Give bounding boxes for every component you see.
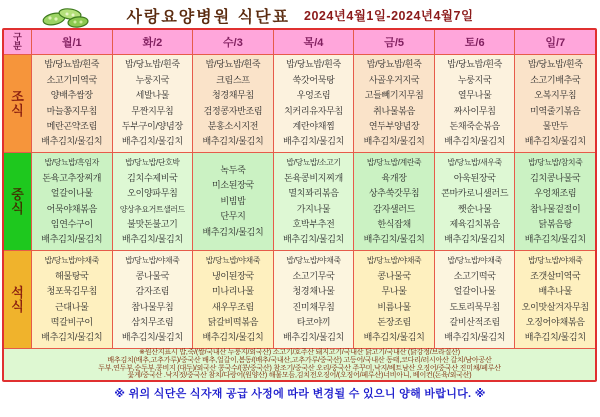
origin-line: 꽃게/중국산 .낙지젓/중국산 참치/다랑어(원양산) 해물모듬,김치전오징어/(오징어/페루산)너비아니, 베이컨(돈육/외국산) xyxy=(127,372,472,380)
menu-item: 냉이된장국 xyxy=(211,270,254,281)
menu-cell-중식-sat xyxy=(435,153,516,251)
menu-cell-중식-wed xyxy=(193,153,274,251)
menu-cell-석식-sat xyxy=(435,251,516,349)
day-header-fri: 금/5 xyxy=(354,30,435,55)
menu-item: 김치수제비국 xyxy=(127,172,178,183)
menu-item: 배추김치/물김치 xyxy=(41,332,103,343)
menu-item: 밥/당뇨밥/참치죽 xyxy=(528,158,583,168)
menu-item: 미소된장국 xyxy=(211,180,254,191)
date-range: 2024년4월1일-2024년4월7일 xyxy=(304,9,474,23)
menu-item: 새우무조림 xyxy=(211,301,254,312)
menu-item: 사골우거지국 xyxy=(368,74,420,85)
menu-item: 육개장 xyxy=(381,172,407,183)
menu-cell-조식-wed xyxy=(193,55,274,153)
menu-item: 배추나물 xyxy=(538,286,573,297)
menu-item: 누룽지국 xyxy=(135,74,170,85)
menu-item: 어묵야채볶음 xyxy=(46,203,97,214)
menu-item: 치커리유자무침 xyxy=(284,105,343,116)
corner-cell: 구분 xyxy=(4,30,32,55)
menu-item: 세발나물 xyxy=(135,90,170,101)
menu-item: 상추쑥갓무침 xyxy=(368,188,420,199)
menu-item: 계란야채찜 xyxy=(292,120,335,131)
menu-item: 돈육콩비지찌개 xyxy=(284,172,343,183)
menu-item: 배추김치/물김치 xyxy=(121,136,183,147)
menu-item: 밥/당뇨밥/흰죽 xyxy=(447,59,503,70)
page-title: 사랑요양병원 식단표 xyxy=(126,8,290,26)
menu-item: 밥/당뇨밥/야채죽 xyxy=(366,256,422,266)
menu-item: 배추김치/물김치 xyxy=(444,136,506,147)
menu-item: 밥/당뇨밥/흰죽 xyxy=(205,59,261,70)
menu-item: 배추김치/물김치 xyxy=(524,234,586,245)
menu-item: 콩나물국 xyxy=(377,270,411,281)
menu-item: 오이양파무침 xyxy=(127,188,178,199)
menu-item: 오징어야채볶음 xyxy=(525,316,585,327)
menu-item: 밥/당뇨밥/야채죽 xyxy=(205,256,261,266)
menu-item: 소고기미역국 xyxy=(46,74,97,85)
origin-info-footer xyxy=(4,349,595,380)
menu-item: 무짠지무침 xyxy=(131,105,174,116)
menu-item: 가지나물 xyxy=(296,203,331,214)
menu-cell-석식-wed xyxy=(193,251,274,349)
menu-item: 무나물 xyxy=(381,286,407,297)
menu-item: 소고기배추국 xyxy=(530,74,581,85)
menu-item: 삼치무조림 xyxy=(131,316,174,327)
menu-cell-석식-mon xyxy=(32,251,113,349)
menu-cell-조식-thu xyxy=(274,55,355,153)
row-label-dinner: 석식 xyxy=(4,251,32,349)
menu-item: 분홍소시지전 xyxy=(207,120,259,131)
menu-item: 밥/당뇨밥/야채죽 xyxy=(44,256,99,266)
row-label-lunch: 중식 xyxy=(4,153,32,251)
origin-line: ※원산지표시 밥,죽/(쌀/국내산 누룽지/외국산) 소고기/호주산 돼지고기/국내산 닭고기/국내산 (닭강정/브라질산) xyxy=(139,349,460,357)
menu-item: 임연수구이 xyxy=(50,218,93,229)
menu-item: 밥/당뇨밥/흰죽 xyxy=(366,59,422,70)
menu-item: 밥/당뇨밥/소고기 xyxy=(286,158,341,168)
menu-item: 두부구이/양념장 xyxy=(121,120,183,131)
menu-item: 마늘쫑지무침 xyxy=(46,105,97,116)
menu-item: 배추김치/물김치 xyxy=(524,136,586,147)
menu-item: 밥/당뇨밥/흰죽 xyxy=(124,59,180,70)
day-header-wed: 수/3 xyxy=(193,30,274,55)
menu-item: 배추김치/물김치 xyxy=(283,136,344,147)
menu-item: 비빔밥 xyxy=(220,195,246,206)
menu-item: 배추김치/물김치 xyxy=(363,234,425,245)
menu-item: 호박부추전 xyxy=(292,218,335,229)
menu-item: 청포묵김무침 xyxy=(46,286,97,297)
menu-item: 배추김치/물김치 xyxy=(41,136,103,147)
menu-item: 우엉채조림 xyxy=(534,188,577,199)
menu-item: 양배추쌈장 xyxy=(50,90,93,101)
menu-item: 불맛돈불고기 xyxy=(127,218,178,229)
menu-item: 배추김치/물김치 xyxy=(363,136,425,147)
menu-cell-석식-fri xyxy=(354,251,435,349)
day-header-sat: 토/6 xyxy=(435,30,516,55)
menu-item: 제육김치볶음 xyxy=(449,218,500,229)
menu-item: 배추김치/물김치 xyxy=(444,234,506,245)
menu-cell-석식-sun xyxy=(515,251,595,349)
menu-item: 김치콩나물국 xyxy=(530,172,581,183)
day-header-mon: 월/1 xyxy=(32,30,113,55)
menu-item: 밥/당뇨밥/야채죽 xyxy=(286,256,341,266)
menu-item: 밥/당뇨밥/흰죽 xyxy=(44,59,100,70)
menu-item: 밥/당뇨밥/야채죽 xyxy=(125,256,180,266)
menu-item: 취나물볶음 xyxy=(373,105,416,116)
menu-item: 얼갈이나물 xyxy=(50,188,93,199)
menu-item: 밥/당뇨밥/야채죽 xyxy=(528,256,583,266)
menu-item: 누룽지국 xyxy=(457,74,492,85)
menu-item: 갈비산적조림 xyxy=(449,316,500,327)
menu-item: 한식잡채 xyxy=(377,218,411,229)
menu-item: 얼갈이나물 xyxy=(453,286,496,297)
day-header-thu: 목/4 xyxy=(274,30,355,55)
menu-cell-조식-sun xyxy=(515,55,595,153)
origin-line: 두부,연두부,순두부,콩비지 (대두)/외국산 콩국수/(콩/중국산) 참조기/중국산 오리/중국산 주꾸미,낙지/베트남산 오징어/중국산 진미채/페루산 xyxy=(98,364,501,372)
menu-item: 밥/당뇨밥/흰죽 xyxy=(286,59,341,70)
menu-item: 닭갈비떡볶음 xyxy=(207,316,259,327)
menu-item: 떡갈비구이 xyxy=(50,316,93,327)
menu-item: 연두부양념장 xyxy=(368,120,420,131)
row-label-breakfast: 조식 xyxy=(4,55,32,153)
menu-item: 고들빼기지무침 xyxy=(364,90,424,101)
menu-item: 소고기무국 xyxy=(292,270,335,281)
day-header-sun: 일/7 xyxy=(515,30,595,55)
menu-cell-석식-thu xyxy=(274,251,355,349)
menu-item: 우엉조림 xyxy=(296,90,331,101)
menu-item: 짜사이무침 xyxy=(453,105,496,116)
menu-item: 진미채무침 xyxy=(292,301,335,312)
meal-plan-table xyxy=(2,28,597,382)
menu-item: 오이맛살겨자무침 xyxy=(521,301,589,312)
menu-item: 배추김치/물김치 xyxy=(363,332,425,343)
menu-item: 배추김치/물김치 xyxy=(444,332,506,343)
menu-item: 배추김치/물김치 xyxy=(524,332,586,343)
menu-item: 쨋순나물 xyxy=(457,203,492,214)
day-header-tue: 화/2 xyxy=(113,30,194,55)
menu-item: 열무나물 xyxy=(457,90,492,101)
menu-item: 조갯살미역국 xyxy=(530,270,581,281)
menu-item: 배추김치/물김치 xyxy=(41,234,103,245)
menu-item: 콘마카로니샐러드 xyxy=(441,188,509,199)
menu-item: 배추김치/물김치 xyxy=(283,234,344,245)
menu-item: 메란곤약조림 xyxy=(46,120,97,131)
menu-item: 돈장조림 xyxy=(377,316,411,327)
menu-cell-중식-mon xyxy=(32,153,113,251)
title-bar xyxy=(0,2,600,28)
menu-item: 녹두죽 xyxy=(220,164,246,175)
menu-cell-조식-tue xyxy=(113,55,194,153)
menu-item: 크림스프 xyxy=(216,74,250,85)
menu-cell-중식-fri xyxy=(354,153,435,251)
menu-item: 쑥갓어묵탕 xyxy=(292,74,335,85)
menu-cell-중식-sun xyxy=(515,153,595,251)
menu-item: 근대나물 xyxy=(55,301,89,312)
menu-item: 소고기떡국 xyxy=(453,270,496,281)
menu-item: 감자샐러드 xyxy=(373,203,416,214)
menu-item: 미역줄기볶음 xyxy=(530,105,581,116)
menu-item: 오복지무침 xyxy=(534,90,577,101)
menu-cell-조식-sat xyxy=(435,55,516,153)
menu-item: 밥/당뇨밥/흰죽 xyxy=(527,59,583,70)
menu-item: 밥/당뇨밥/흑임자 xyxy=(44,158,99,168)
menu-cell-조식-fri xyxy=(354,55,435,153)
menu-item: 배추김치/물김치 xyxy=(202,332,264,343)
day-header-row xyxy=(4,30,595,55)
menu-item: 비름나물 xyxy=(377,301,411,312)
menu-item: 검정콩자반조림 xyxy=(203,105,263,116)
menu-item: 단무지 xyxy=(220,211,246,222)
dinner-row xyxy=(4,251,595,349)
menu-item: 밥/당뇨밥/계란죽 xyxy=(366,158,422,168)
menu-item: 참나물겉절이 xyxy=(530,203,581,214)
menu-item: 청경채나물 xyxy=(292,286,335,297)
menu-item: 배추김치/물김치 xyxy=(121,234,183,245)
lunch-row xyxy=(4,153,595,251)
menu-item: 배추김치/물김치 xyxy=(202,226,264,237)
menu-cell-중식-tue xyxy=(113,153,194,251)
menu-cell-석식-tue xyxy=(113,251,194,349)
change-notice: ※ 위의 식단은 식자재 공급 사정에 따라 변경될 수 있으니 양해 바랍니다. ※ xyxy=(114,388,486,400)
menu-item: 배추김치/물김치 xyxy=(283,332,344,343)
menu-item: 타코야끼 xyxy=(296,316,331,327)
menu-item: 멸치꽈리볶음 xyxy=(288,188,339,199)
menu-item: 양상추요거트샐러드 xyxy=(119,204,185,214)
menu-item: 도토리묵무침 xyxy=(449,301,500,312)
menu-item: 밥/당뇨밥/단호박 xyxy=(125,158,180,168)
menu-item: 밥/당뇨밥/야채죽 xyxy=(447,256,502,266)
menu-item: 아욱된장국 xyxy=(453,172,496,183)
menu-item: 미나리나물 xyxy=(211,286,254,297)
menu-item: 해물탕국 xyxy=(55,270,89,281)
menu-item: 콩나물국 xyxy=(135,270,170,281)
menu-item: 청경채무침 xyxy=(211,90,254,101)
menu-item: 참나물무침 xyxy=(131,301,174,312)
menu-item: 물만두 xyxy=(542,120,568,131)
menu-item: 닭볶음탕 xyxy=(538,218,573,229)
menu-cell-중식-thu xyxy=(274,153,355,251)
menu-item: 감자조림 xyxy=(135,286,170,297)
menu-item: 배추김치/물김치 xyxy=(121,332,183,343)
menu-cell-조식-mon xyxy=(32,55,113,153)
breakfast-row xyxy=(4,55,595,153)
origin-line: 배추김치(배추,고추가루)/중국산 배추,얼갈이,봄동/(배추/국내산,고추가루/중국산) 고등어/국내산 동태,코다리/러시아산 갈치/남아공산 xyxy=(107,356,492,364)
menu-item: 돈육고추장찌개 xyxy=(42,172,102,183)
menu-item: 배추김치/물김치 xyxy=(202,136,264,147)
menu-item: 돈채죽순볶음 xyxy=(449,120,500,131)
menu-item: 밥/당뇨밥/새우죽 xyxy=(447,158,502,168)
